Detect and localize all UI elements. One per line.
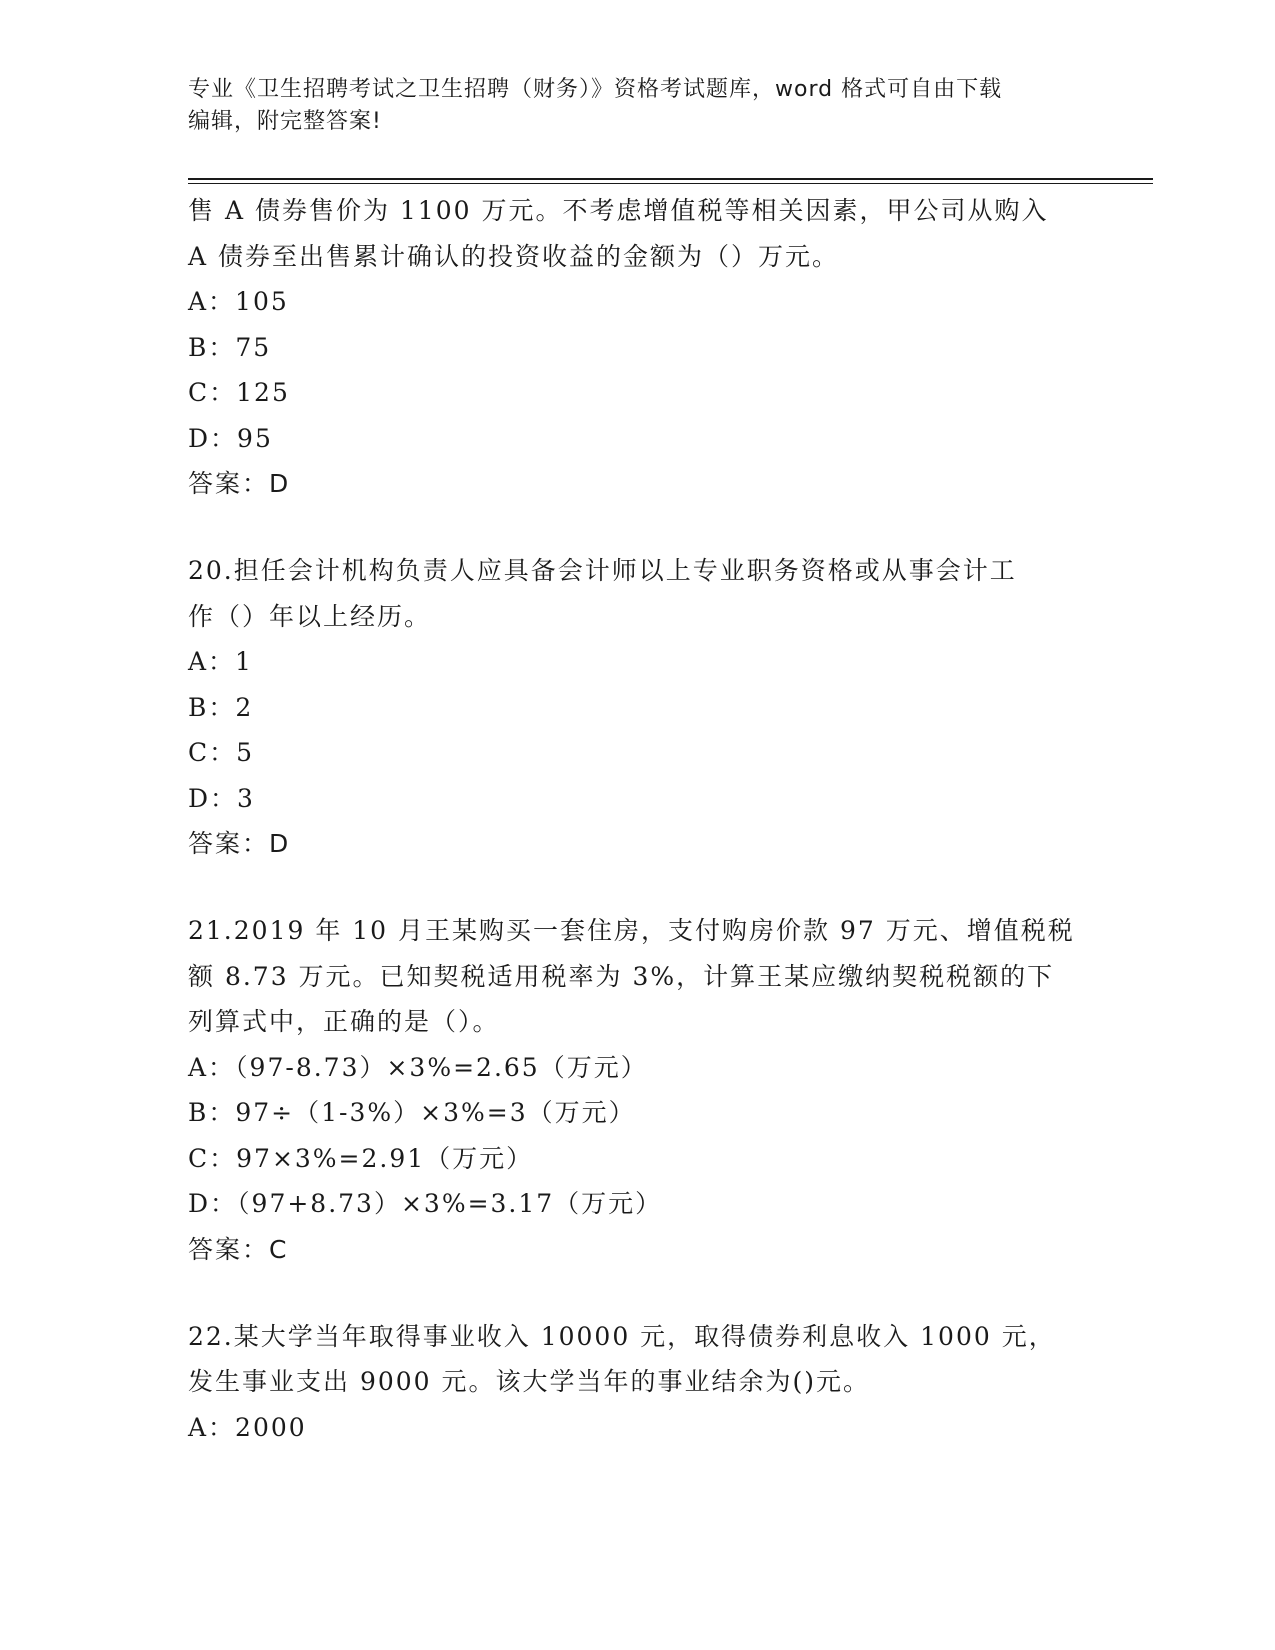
answer-line: 答案：C [188, 1234, 289, 1264]
option-c: C：97×3%=2.91（万元） [188, 1143, 534, 1173]
question-stem-line: 20.担任会计机构负责人应具备会计师以上专业职务资格或从事会计工 [188, 556, 1017, 585]
header-line-1: 专业《卫生招聘考试之卫生招聘（财务）》资格考试题库，word 格式可自由下载 [188, 77, 1003, 102]
option-b: B：2 [188, 692, 254, 722]
question-block [188, 188, 1088, 506]
question-stem-line: 21.2019 年 10 月王某购买一套住房，支付购房价款 97 万元、增值税税 [188, 916, 1075, 945]
option-d: D：3 [188, 783, 255, 813]
question-stem-line: A 债券至出售累计确认的投资收益的金额为（）万元。 [188, 241, 840, 271]
header-rule-thin [188, 183, 1153, 184]
question-stem-line: 发生事业支出 9000 元。该大学当年的事业结余为()元。 [188, 1367, 871, 1396]
answer-line: 答案：D [188, 829, 291, 858]
header-rule-thick [188, 178, 1153, 180]
answer-line: 答案：D [188, 469, 291, 498]
option-c: C：5 [188, 738, 255, 767]
option-a: A：105 [188, 287, 289, 316]
option-a: A：2000 [188, 1412, 307, 1442]
option-a: A：（97-8.73）×3%=2.65（万元） [188, 1052, 648, 1082]
question-list [188, 188, 1088, 1450]
question-stem-line: 额 8.73 万元。已知契税适用税率为 3%，计算王某应缴纳契税税额的下 [188, 961, 1055, 991]
question-stem-line: 列算式中，正确的是（）。 [188, 1007, 500, 1036]
option-b: B：75 [188, 332, 272, 362]
document-header [188, 74, 1088, 138]
option-c: C：125 [188, 378, 290, 407]
option-a: A：1 [188, 647, 253, 676]
header-line-2: 编辑，附完整答案! [188, 109, 382, 134]
question-stem-line: 售 A 债券售价为 1100 万元。不考虑增值税等相关因素，甲公司从购入 [188, 196, 1049, 225]
question-block [188, 548, 1088, 866]
option-b: B：97÷（1-3%）×3%=3（万元） [188, 1098, 636, 1127]
question-stem-line: 作（）年以上经历。 [188, 601, 432, 631]
question-block [188, 908, 1088, 1272]
question-block [188, 1314, 1088, 1451]
question-stem-line: 22.某大学当年取得事业收入 10000 元，取得债券利息收入 1000 元， [188, 1321, 1056, 1351]
option-d: D：（97+8.73）×3%=3.17（万元） [188, 1189, 663, 1218]
option-d: D：95 [188, 423, 273, 453]
